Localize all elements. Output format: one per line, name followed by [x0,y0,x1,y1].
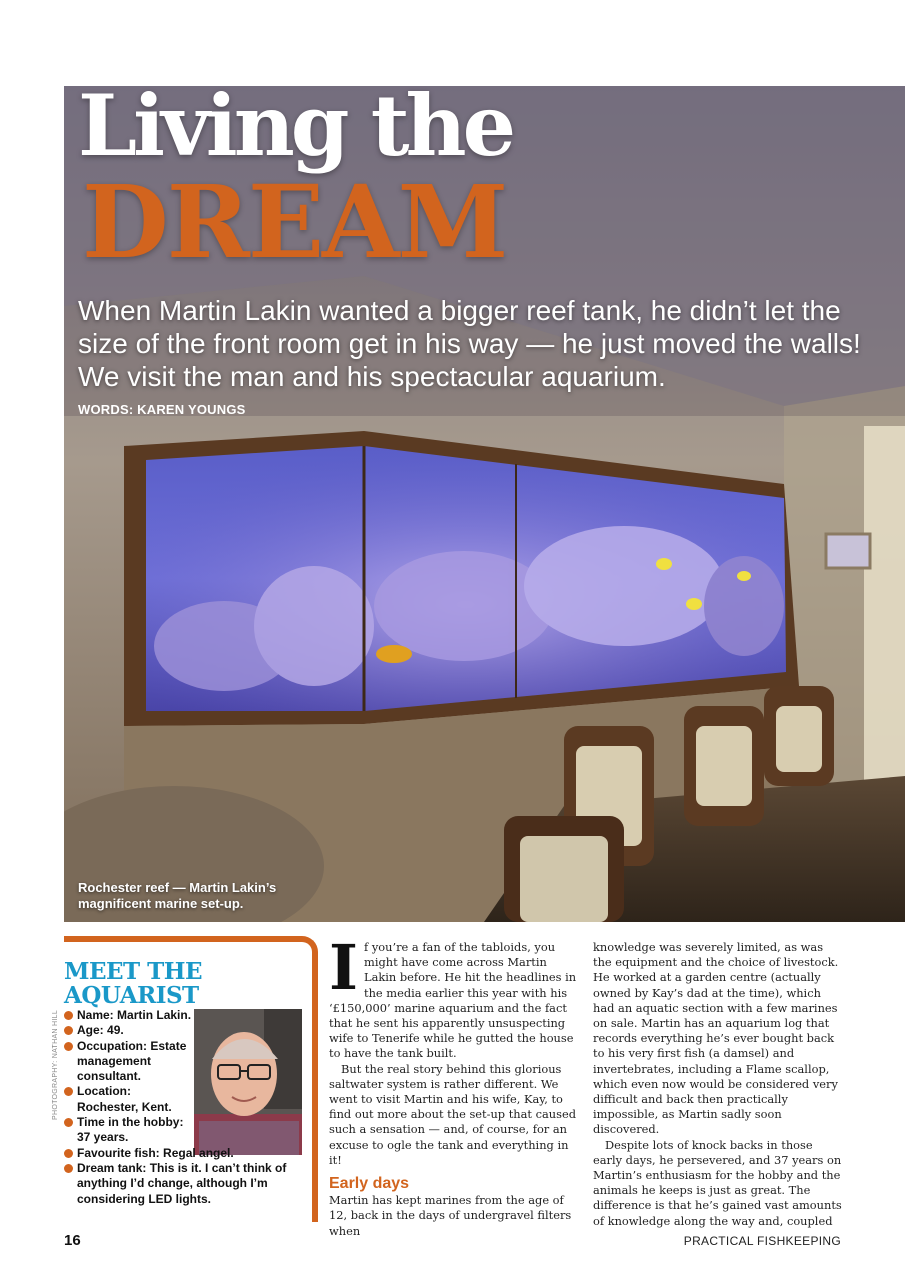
fact-time-in-hobby: Time in the hobby: 37 years. [64,1115,201,1146]
standfirst: When Martin Lakin wanted a bigger reef tank, he didn’t let the size of the front room get in his way — he just moved the walls! We visit the man and his spectacular aquarium. [78,295,861,392]
bullet-icon [64,1011,73,1020]
byline: WORDS: KAREN YOUNGS [78,402,246,417]
fact-occupation: Occupation: Estate management consultant. [64,1039,197,1085]
article-paragraph-2: But the real story behind this glorious saltwater system is rather different. We went to visit Martin and his wife, Kay, to find out more about the set-up that caused such a sensation — and, of course, for an excuse to ogle the tank and everything in it! [329,1061,577,1167]
fact-age: Age: 49. [64,1023,304,1038]
photo-caption: Rochester reef — Martin Lakin’s magnificent marine set-up. [78,880,277,911]
headline-line-1: Living the [78,86,513,175]
fact-name: Name: Martin Lakin. [64,1008,304,1023]
article-column-1 [329,931,577,1239]
article-paragraph-1: If you’re a fan of the tabloids, you might have come across Martin Lakin before. He hit the headlines in the media earlier this year with his ‘£150,000’ marine aquarium and the fact that he sent his apparently unsuspecting wife to Tenerife while he gutted the house to have the tank built. [329,931,577,1061]
article-paragraph-4: knowledge was severely limited, as was the equipment and the choice of livestock. He worked at a garden centre (actually owned by Kay’s dad at the time), which had an aquatic section with a few marines on sale. Martin has an aquarium log that records everything he’s ever bought back to his very first fish (a damsel) and invertebrates, including a Flame scallop, which even now would be considered very difficult and back then practically impossible, as Martin sadly soon discovered. [593,940,839,1137]
fact-favourite-fish: Favourite fish: Regal angel. [64,1146,304,1161]
meet-title-line-1: MEET THE [64,958,203,985]
aquarist-facts-list [64,1008,304,1207]
meet-the-aquarist-heading [64,960,202,1008]
drop-cap: I [329,931,359,1004]
bullet-icon [64,1026,73,1035]
bullet-icon [64,1042,73,1051]
meet-the-aquarist-box [64,936,318,1222]
magazine-name: PRACTICAL FISHKEEPING [683,1234,841,1248]
bullet-icon [64,1164,73,1173]
article-paragraph-5: Despite lots of knock backs in those early days, he persevered, and 37 years on Martin’s enthusiasm for the hobby and the animals he keeps is just as great. The difference is that he’s gained vast amounts of knowledge along the way and, coupled [593,1137,842,1228]
subhead-early-days: Early days [329,1175,410,1193]
bullet-icon [64,1149,73,1158]
photo-credit: PHOTOGRAPHY: NATHAN HILL [52,1009,59,1120]
bullet-icon [64,1087,73,1096]
headline-line-2: DREAM [82,163,507,281]
meet-title-line-2: AQUARIST [64,982,199,1009]
article-paragraph-3: Martin has kept marines from the age of 12, back in the days of undergravel filters when [329,1193,572,1238]
page-number: 16 [64,1232,81,1249]
fact-location: Location: Rochester, Kent. [64,1084,197,1115]
hero-photo [64,86,905,922]
bullet-icon [64,1118,73,1127]
article-column-2 [593,940,843,1229]
fact-dream-tank: Dream tank: This is it. I can’t think of anything I’d change, although I’m considering LED lights. [64,1161,304,1207]
